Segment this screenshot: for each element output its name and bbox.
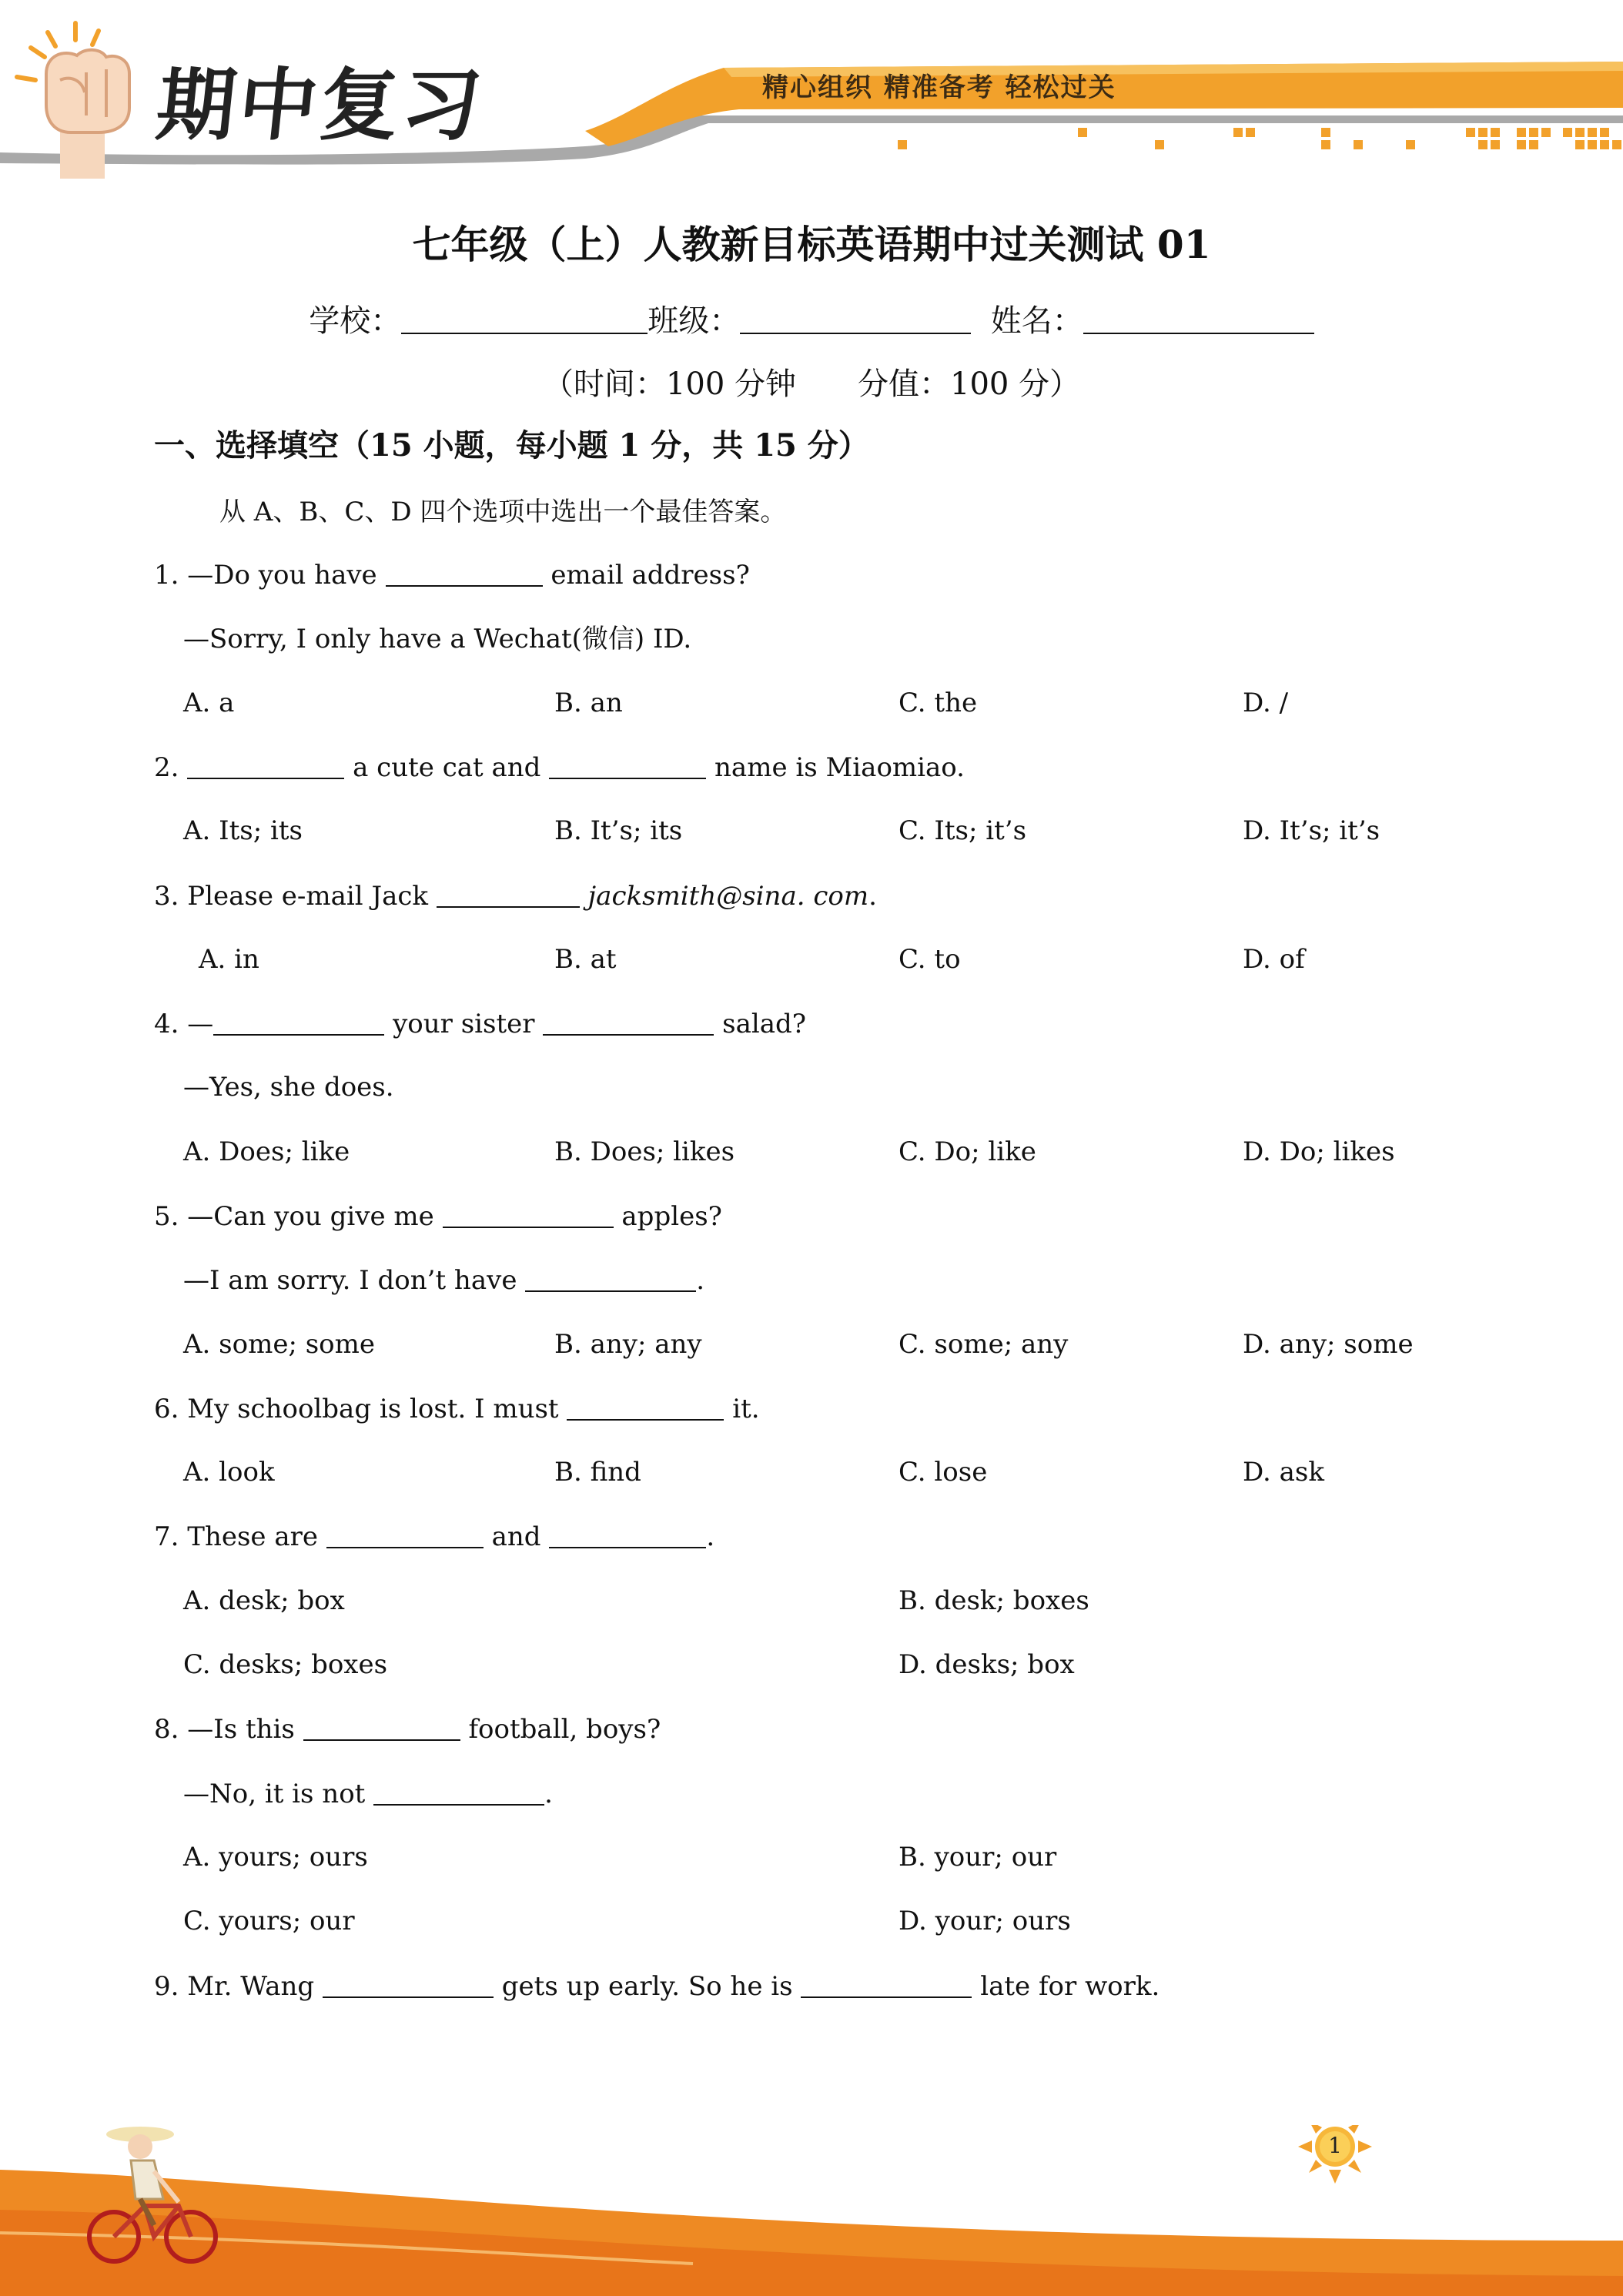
- option-b[interactable]: B. desk; boxes: [899, 1585, 1089, 1616]
- question-7: [154, 1521, 714, 1553]
- option-a[interactable]: A. in: [199, 944, 259, 975]
- question-number: 1.: [154, 560, 179, 591]
- question-text: —Is this: [187, 1714, 295, 1745]
- option-b[interactable]: B. at: [554, 944, 617, 975]
- school-blank[interactable]: [401, 300, 648, 334]
- option-b[interactable]: B. Does; likes: [554, 1136, 735, 1167]
- question-text: —Do you have: [187, 560, 377, 591]
- question-3: [154, 880, 877, 912]
- answer-blank[interactable]: [525, 1264, 696, 1292]
- question-text: These are: [187, 1521, 318, 1552]
- question-number: 5.: [154, 1201, 179, 1232]
- question-text: apples?: [621, 1201, 722, 1232]
- question-1: [154, 559, 750, 591]
- email-address: jacksmith@sina. com: [587, 881, 869, 912]
- section-heading: 一、选择填空（15 小题，每小题 1 分，共 15 分）: [154, 427, 869, 464]
- option-c[interactable]: C. yours; our: [183, 1906, 355, 1936]
- question-text: salad?: [722, 1009, 807, 1039]
- option-c[interactable]: C. Do; like: [899, 1136, 1036, 1167]
- option-c[interactable]: C. Its; it’s: [899, 815, 1027, 846]
- option-c[interactable]: C. the: [899, 688, 978, 718]
- option-a[interactable]: A. look: [183, 1457, 275, 1488]
- question-text: .: [696, 1265, 705, 1296]
- question-text: —No, it is not: [183, 1779, 366, 1809]
- section-instruction: 从 A、B、C、D 四个选项中选出一个最佳答案。: [219, 497, 787, 527]
- question-text: .: [544, 1779, 553, 1809]
- answer-blank[interactable]: [437, 880, 580, 908]
- option-d[interactable]: D. Do; likes: [1243, 1136, 1395, 1167]
- question-number: 9.: [154, 1971, 179, 2002]
- school-label: 学校：: [309, 303, 402, 339]
- question-text: —Can you give me: [187, 1201, 434, 1232]
- option-d[interactable]: D. your; ours: [899, 1906, 1071, 1936]
- option-d[interactable]: D. ask: [1243, 1457, 1324, 1488]
- class-blank[interactable]: [740, 300, 971, 334]
- answer-blank[interactable]: [567, 1393, 724, 1421]
- header-slogan: 精心组织 精准备考 轻松过关: [762, 72, 1116, 103]
- question-number: 7.: [154, 1521, 179, 1552]
- answer-blank[interactable]: [303, 1713, 460, 1741]
- question-4-reply: —Yes, she does.: [183, 1072, 394, 1103]
- question-5: [154, 1200, 722, 1233]
- option-a[interactable]: A. desk; box: [183, 1585, 345, 1616]
- answer-blank[interactable]: [386, 559, 543, 587]
- answer-blank[interactable]: [549, 1521, 706, 1548]
- question-text: it.: [732, 1394, 760, 1424]
- question-text: —I am sorry. I don’t have: [183, 1265, 517, 1296]
- answer-blank[interactable]: [373, 1778, 544, 1806]
- option-a[interactable]: A. yours; ours: [183, 1842, 368, 1873]
- option-d[interactable]: D. of: [1243, 944, 1305, 975]
- option-b[interactable]: B. an: [554, 688, 623, 718]
- option-c[interactable]: C. lose: [899, 1457, 988, 1488]
- exam-time-score: [0, 366, 1623, 403]
- question-1-reply: —Sorry, I only have a Wechat(微信) ID.: [183, 624, 692, 654]
- option-c[interactable]: C. to: [899, 944, 961, 975]
- answer-blank[interactable]: [801, 1970, 972, 1998]
- answer-blank[interactable]: [443, 1200, 614, 1228]
- footer-banner: [0, 2125, 1623, 2296]
- question-8: [154, 1713, 661, 1745]
- option-c[interactable]: C. some; any: [899, 1329, 1069, 1360]
- answer-blank[interactable]: [187, 751, 344, 779]
- name-label: 姓名：: [990, 303, 1083, 339]
- option-a[interactable]: A. Does; like: [183, 1136, 350, 1167]
- question-text: and: [491, 1521, 541, 1552]
- option-d[interactable]: D. any; some: [1243, 1329, 1414, 1360]
- answer-blank[interactable]: [326, 1521, 484, 1548]
- option-d[interactable]: D. It’s; it’s: [1243, 815, 1380, 846]
- option-a[interactable]: A. Its; its: [183, 815, 303, 846]
- question-text: gets up early. So he is: [501, 1971, 793, 2002]
- question-text: —: [187, 1009, 214, 1039]
- option-a[interactable]: A. a: [183, 688, 235, 718]
- answer-blank[interactable]: [323, 1970, 494, 1998]
- question-text: email address?: [550, 560, 750, 591]
- question-text: Mr. Wang: [187, 1971, 315, 2002]
- option-d[interactable]: D. /: [1243, 688, 1289, 718]
- answer-blank[interactable]: [213, 1008, 384, 1036]
- question-8-reply: [183, 1778, 553, 1810]
- question-text: Please e-mail Jack: [187, 881, 429, 912]
- exam-title: 七年级（上）人教新目标英语期中过关测试 01: [412, 222, 1211, 267]
- class-label: 班级：: [648, 303, 741, 339]
- answer-blank[interactable]: [543, 1008, 714, 1036]
- answer-blank[interactable]: [549, 751, 706, 779]
- question-text: late for work.: [980, 1971, 1160, 2002]
- page-number: 1: [1328, 2133, 1342, 2158]
- option-b[interactable]: B. find: [554, 1457, 641, 1488]
- option-b[interactable]: B. It’s; its: [554, 815, 683, 846]
- question-text: football, boys?: [468, 1714, 661, 1745]
- score-info: 分值：100 分）: [858, 366, 1081, 402]
- question-9: [154, 1970, 1160, 2003]
- question-text: My schoolbag is lost. I must: [187, 1394, 559, 1424]
- question-number: 2.: [154, 752, 179, 783]
- question-text: a cute cat and: [353, 752, 541, 783]
- name-blank[interactable]: [1083, 300, 1314, 334]
- header-brand: 期中复习: [152, 60, 489, 152]
- question-5-reply: [183, 1264, 704, 1297]
- question-6: [154, 1393, 760, 1425]
- student-info-line: [0, 300, 1623, 340]
- question-text: .: [868, 881, 877, 912]
- question-text: name is Miaomiao.: [714, 752, 965, 783]
- question-text: .: [706, 1521, 715, 1552]
- question-text: your sister: [393, 1009, 535, 1039]
- question-number: 6.: [154, 1394, 179, 1424]
- question-number: 3.: [154, 881, 179, 912]
- question-number: 4.: [154, 1009, 179, 1039]
- option-b[interactable]: B. any; any: [554, 1329, 702, 1360]
- question-2: [154, 751, 965, 784]
- question-4: [154, 1008, 806, 1040]
- option-c[interactable]: C. desks; boxes: [183, 1649, 388, 1680]
- option-b[interactable]: B. your; our: [899, 1842, 1057, 1873]
- time-info: （时间：100 分钟: [542, 366, 796, 402]
- question-number: 8.: [154, 1714, 179, 1745]
- option-a[interactable]: A. some; some: [183, 1329, 375, 1360]
- option-d[interactable]: D. desks; box: [899, 1649, 1075, 1680]
